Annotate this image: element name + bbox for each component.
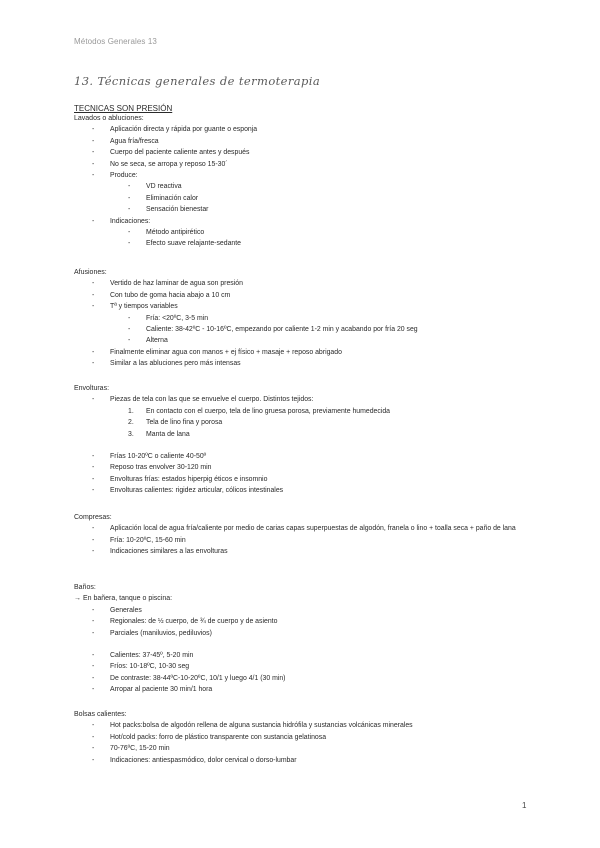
running-header: Métodos Generales 13 xyxy=(74,37,157,46)
envolturas-section xyxy=(74,383,544,497)
list-item: - Reposo tras envolver 30-120 min xyxy=(92,464,212,472)
banos-label: Baños: xyxy=(74,584,96,591)
bolsas-section xyxy=(74,709,544,766)
list-item: - Indicaciones: antiespasmódico, dolor cervical o dorso-lumbar xyxy=(92,756,297,764)
list-item: - Con tubo de goma hacia abajo a 10 cm xyxy=(92,291,231,299)
list-item: - Piezas de tela con las que se envuelve el cuerpo. Distintos tejidos: xyxy=(92,396,314,404)
afusiones-label: Afusiones: xyxy=(74,269,107,276)
compresas-label: Compresas: xyxy=(74,514,112,521)
numbered-item: 3. Manta de lana xyxy=(128,430,190,438)
lavados-section xyxy=(74,113,544,250)
sub-list-item: - Eliminación calor xyxy=(128,194,199,202)
list-item: - Fríos: 10-18ºC, 10-30 seg xyxy=(92,663,190,671)
list-item: - Calientes: 37-45º, 5-20 min xyxy=(92,652,194,660)
list-item: - Parciales (maniluvios, pediluvios) xyxy=(92,629,212,637)
sub-list-item: - Método antipirético xyxy=(128,229,205,237)
list-item: - Produce: xyxy=(92,172,138,180)
afusiones-section xyxy=(74,267,544,370)
list-item: - Vertido de haz laminar de agua son presión xyxy=(92,280,243,288)
list-item: - Cuerpo del paciente caliente antes y después xyxy=(92,149,250,157)
sub-list-item: - Fría: <20ºC, 3-5 min xyxy=(128,314,209,322)
sub-list-item: - VD reactiva xyxy=(128,183,182,191)
sub-list-item: - Sensación bienestar xyxy=(128,206,209,214)
list-item: - Fría: 10-20ºC, 15-60 min xyxy=(92,536,186,544)
page-title: 13. Técnicas generales de termoterapia xyxy=(74,74,321,88)
list-item: - Tª y tiempos variables xyxy=(92,303,178,311)
envolturas-label: Envolturas: xyxy=(74,385,110,392)
list-item: - De contraste: 38-44ºC-10-20ºC, 10/1 y luego 4/1 (30 min) xyxy=(92,674,286,682)
list-item: - Aplicación directa y rápida por guante o esponja xyxy=(92,126,258,134)
list-item: - Agua fría/fresca xyxy=(92,137,159,145)
list-item: - Generales xyxy=(92,606,142,614)
list-item: - Hot/cold packs: forro de plástico transparente con sustancia gelatinosa xyxy=(92,733,327,741)
numbered-item: 1. En contacto con el cuerpo, tela de lino gruesa porosa, previamente humedecida xyxy=(128,407,391,415)
list-item: - Indicaciones similares a las envolturas xyxy=(92,548,228,556)
compresas-section xyxy=(74,512,544,558)
lavados-label: Lavados o abluciones: xyxy=(74,115,144,122)
list-item: - Finalmente eliminar agua con manos + ej físico + masaje + reposo abrigado xyxy=(92,348,342,356)
sub-list-item: - Alterna xyxy=(128,337,168,345)
banos-arrow-line: → En bañera, tanque o piscina: xyxy=(74,595,173,603)
banos-section xyxy=(74,582,544,696)
list-item: - No se seca, se arropa y reposo 15-30´ xyxy=(92,160,228,168)
sub-list-item: - Caliente: 38-42ºC - 10-16ºC, empezando por caliente 1-2 min y acabando por fría 20 seg xyxy=(128,326,418,334)
bolsas-label: Bolsas calientes: xyxy=(74,711,127,718)
sub-list-item: - Efecto suave relajante-sedante xyxy=(128,240,241,248)
list-item: - Envolturas calientes: rigidez articular, cólicos intestinales xyxy=(92,487,284,495)
section-heading: TECNICAS SON PRESIÓN xyxy=(74,104,173,113)
numbered-item: 2. Tela de lino fina y porosa xyxy=(128,419,223,427)
list-item: - Envolturas frías: estados hiperpig éticos e insomnio xyxy=(92,475,268,483)
list-item: - Indicaciones: xyxy=(92,217,151,225)
list-item: - Arropar al paciente 30 min/1 hora xyxy=(92,686,213,694)
list-item: - Aplicación local de agua fría/caliente por medio de carias capas superpuestas de algodón, franela o lino + toalla seca + paño de lana xyxy=(92,525,516,533)
list-item: - Similar a las abluciones pero más intensas xyxy=(92,360,241,368)
page-number: 1 xyxy=(522,801,527,810)
list-item: - Regionales: de ½ cuerpo, de ¾ de cuerpo y de asiento xyxy=(92,618,278,626)
list-item: - Hot packs:bolsa de algodón rellena de alguna sustancia hidrófila y sustancias volcánicas minerales xyxy=(92,722,413,730)
list-item: - 70-76ºC, 15-20 min xyxy=(92,745,170,753)
list-item: - Frías 10-20ºC o caliente 40-50º xyxy=(92,453,207,461)
